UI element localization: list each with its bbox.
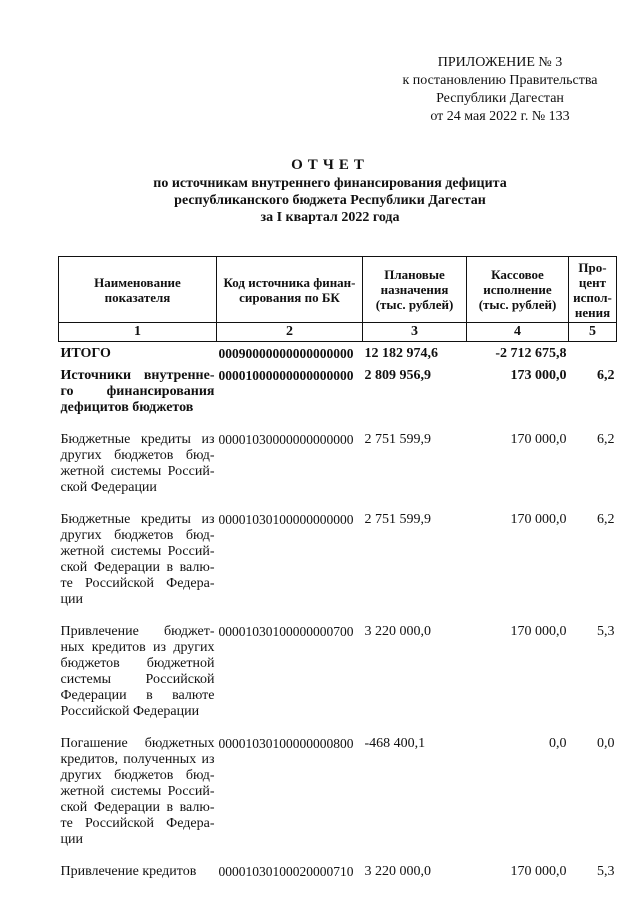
column-number: 3: [363, 323, 467, 342]
table-row: [59, 734, 617, 862]
row-code: 00001030100000000800: [218, 736, 354, 751]
row-percent: 5,3: [597, 624, 615, 639]
report-title: [60, 155, 600, 226]
row-cash: 170 000,0: [510, 624, 567, 639]
header-cash: Кассовое исполнение (тыс. рублей): [467, 257, 569, 323]
title-line-2: республиканского бюджета Республики Дагестан: [174, 193, 486, 208]
row-plan: 2 751 599,9: [364, 512, 431, 527]
row-plan: 2 809 956,9: [364, 368, 431, 383]
row-code: 00001030100000000700: [218, 624, 354, 639]
header-percent: Про-цент испол-нения: [569, 257, 617, 323]
row-percent: 5,3: [597, 864, 615, 879]
header-code: Код источника финан-сирования по БК: [217, 257, 363, 323]
row-plan: 2 751 599,9: [364, 432, 431, 447]
table-row: [59, 342, 617, 367]
table-row: [59, 430, 617, 510]
column-number: 2: [217, 323, 363, 342]
row-plan: 3 220 000,0: [364, 624, 431, 639]
appendix-block: [400, 54, 600, 126]
row-percent: 6,2: [597, 368, 615, 383]
row-name: Привлечение бюджет-ных кредитов из других бюджетов бюджетной системы Российской Федерации в валюте Российской Федерации: [60, 624, 215, 719]
appendix-resolution: к постановлению Правительства: [402, 73, 598, 88]
table-row: [59, 366, 617, 430]
row-percent: [569, 342, 617, 367]
title-line-3: за I квартал 2022 года: [260, 210, 400, 225]
row-name: Бюджетные кредиты из других бюджетов бюд-жетной системы Россий-ской Федерации: [60, 432, 215, 495]
row-cash: 173 000,0: [510, 368, 567, 383]
row-code: 00001030000000000000: [218, 432, 354, 447]
row-cash: 170 000,0: [510, 512, 567, 527]
row-percent: 6,2: [597, 432, 615, 447]
report-table: [58, 256, 617, 882]
appendix-number: ПРИЛОЖЕНИЕ № 3: [437, 55, 563, 70]
table-row: [59, 510, 617, 622]
row-code: 00090000000000000000: [218, 346, 354, 361]
appendix-date: от 24 мая 2022 г. № 133: [430, 109, 570, 124]
row-plan: 12 182 974,6: [364, 346, 438, 361]
table-row: [59, 862, 617, 882]
row-cash: 170 000,0: [510, 864, 567, 879]
row-plan: -468 400,1: [364, 736, 426, 751]
column-number: 4: [467, 323, 569, 342]
title-heading: ОТЧЕТ: [291, 157, 369, 173]
table-row: [59, 622, 617, 734]
header-name: Наименование показателя: [59, 257, 217, 323]
row-name: Привлечение кредитов: [60, 864, 197, 879]
row-percent: 0,0: [597, 736, 615, 751]
row-code: 00001030100020000710: [218, 864, 354, 879]
row-cash: 170 000,0: [510, 432, 567, 447]
row-name: Погашение бюджетных кредитов, полученных из других бюджетов бюд-жетной системы Россий-ской Федерации в валю-те Российской Федера-ции: [60, 736, 215, 847]
appendix-republic: Республики Дагестан: [436, 91, 564, 106]
column-number: 1: [59, 323, 217, 342]
row-cash: -2 712 675,8: [495, 346, 567, 361]
row-cash: 0,0: [549, 736, 567, 751]
row-name: ИТОГО: [60, 346, 111, 361]
row-name: Источники внутренне-го финансирования дефицитов бюджетов: [60, 368, 215, 415]
row-code: 00001000000000000000: [218, 368, 354, 383]
row-name: Бюджетные кредиты из других бюджетов бюд-жетной системы Россий-ской Федерации в валю-те Российской Федера-ции: [60, 512, 215, 607]
row-percent: 6,2: [597, 512, 615, 527]
column-number-row: [59, 323, 617, 342]
row-code: 00001030100000000000: [218, 512, 354, 527]
header-plan: Плановые назначения (тыс. рублей): [363, 257, 467, 323]
row-plan: 3 220 000,0: [364, 864, 431, 879]
title-line-1: по источникам внутреннего финансирования дефицита: [153, 176, 507, 191]
header-row: [59, 257, 617, 323]
column-number: 5: [569, 323, 617, 342]
